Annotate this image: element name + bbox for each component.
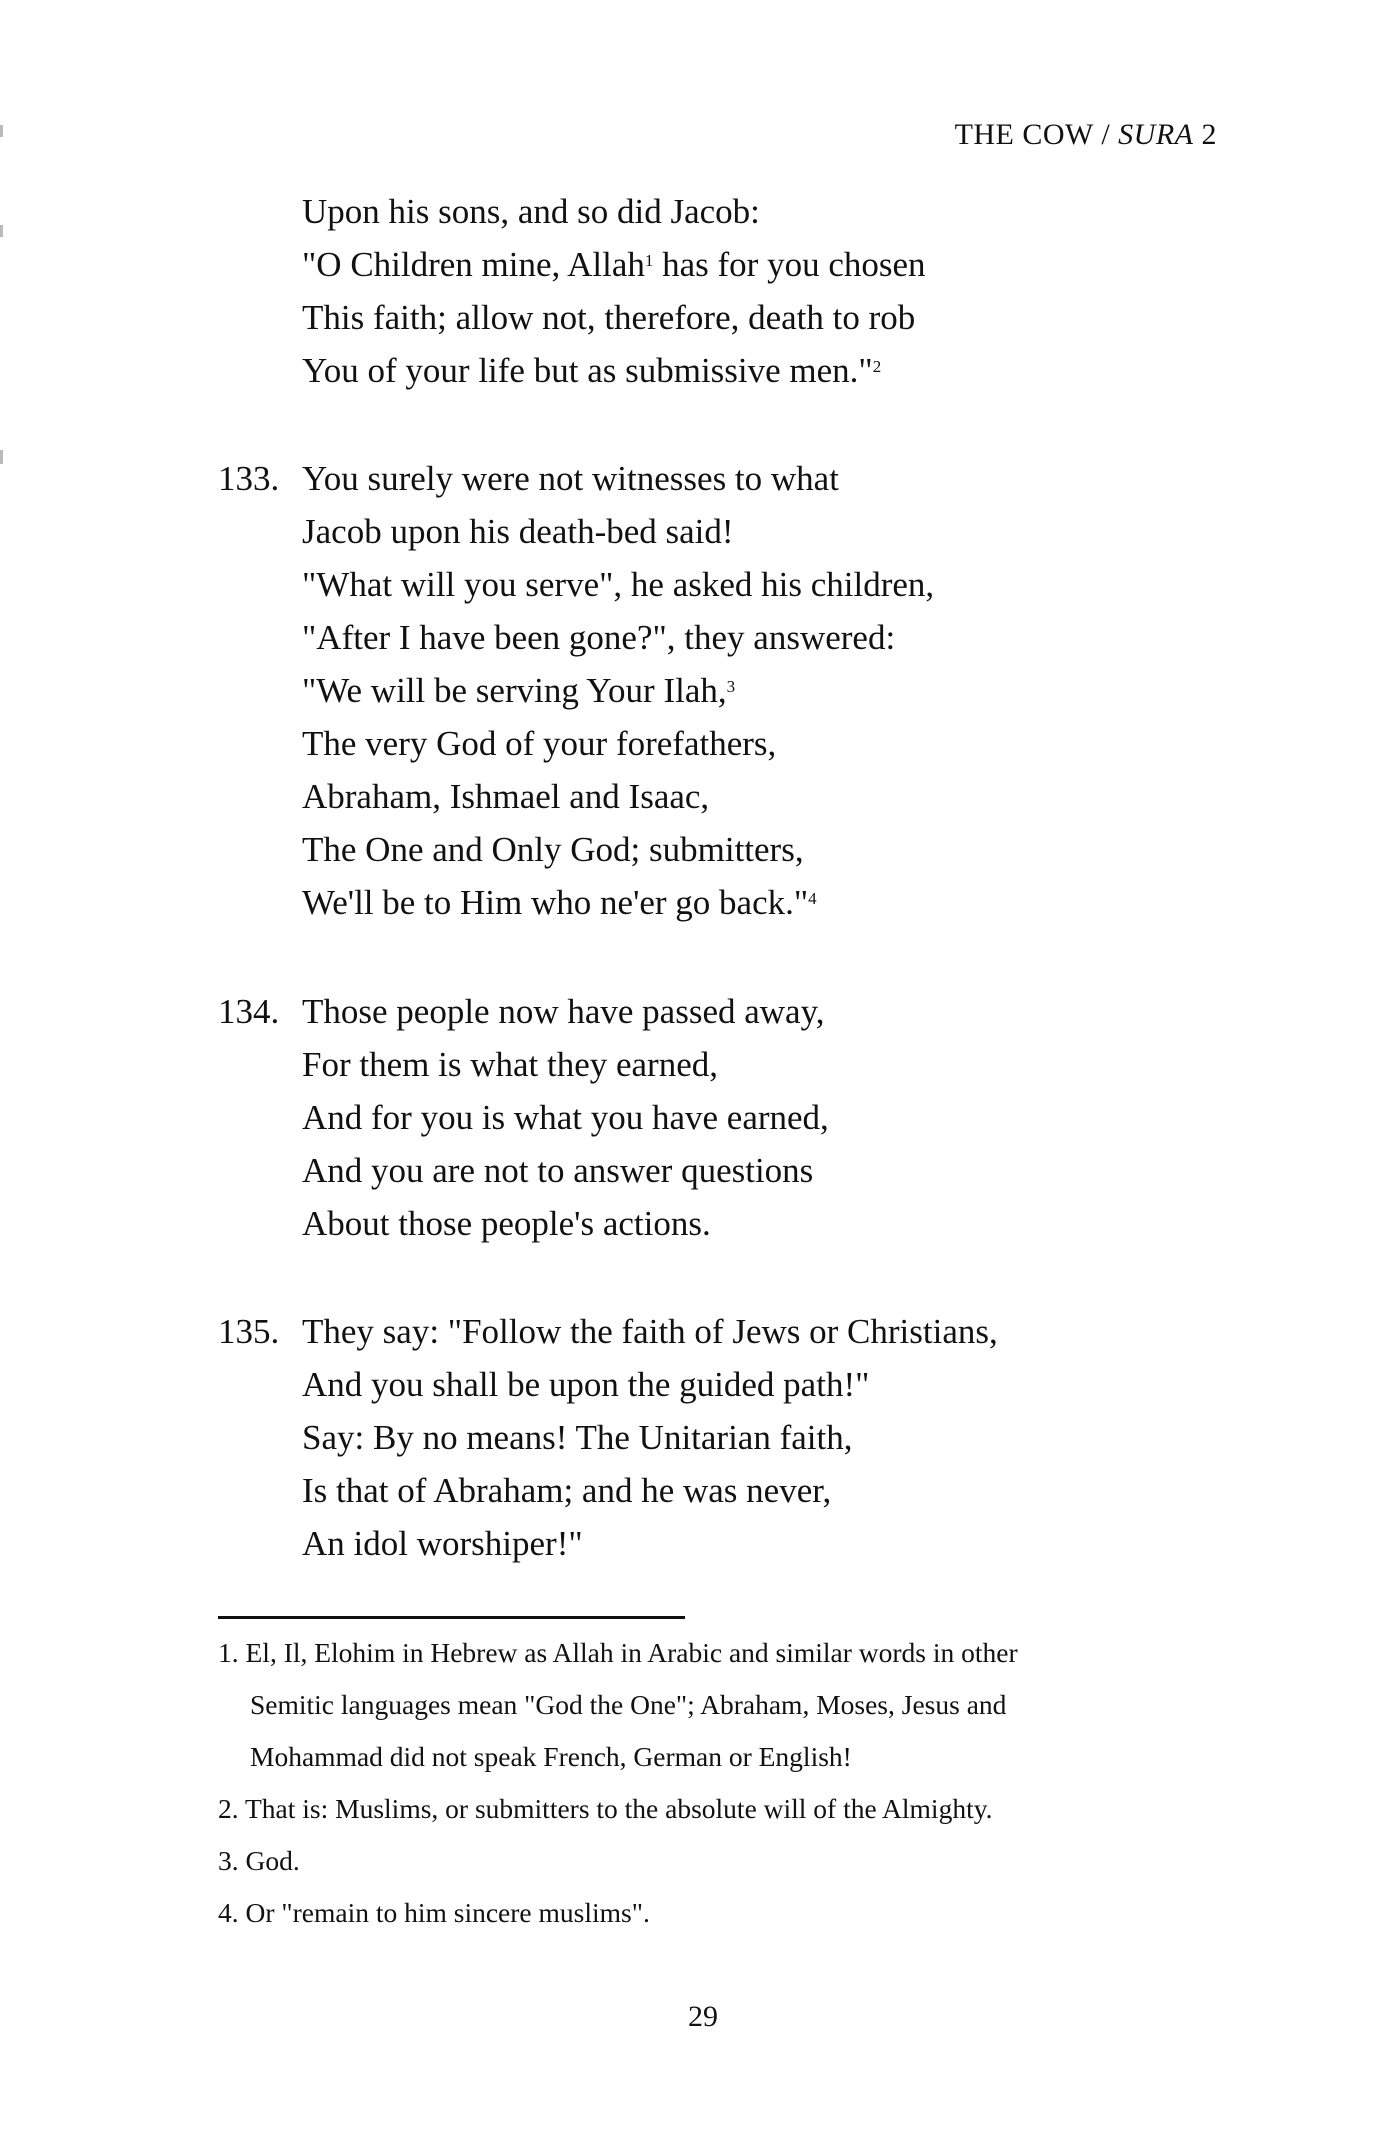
verse-line: "What will you serve", he asked his children, — [302, 565, 935, 604]
verse-line: Jacob upon his death-bed said! — [302, 512, 734, 551]
scan-edge-mark — [0, 125, 3, 137]
verse-line: Upon his sons, and so did Jacob: — [302, 192, 760, 231]
header-sura-label: SURA — [1118, 118, 1194, 151]
footnote-1: 1. El, Il, Elohim in Hebrew as Allah in Arabic and similar words in other — [218, 1637, 1018, 1668]
footnote-ref[interactable]: 2 — [872, 357, 882, 376]
verse-line: "After I have been gone?", they answered: — [302, 618, 896, 657]
footnote-4: 4. Or "remain to him sincere muslims". — [218, 1897, 650, 1928]
verse-number: 135. — [218, 1312, 280, 1351]
header-title: THE COW / — [954, 118, 1119, 151]
verse-line: "O Children mine, Allah$^1$ has for you chosen — [302, 245, 926, 284]
verse-line: This faith; allow not, therefore, death to rob — [302, 298, 916, 337]
verse-number: 133. — [218, 459, 280, 498]
verse-line: Say: By no means! The Unitarian faith, — [302, 1418, 853, 1457]
verse-line: For them is what they earned, — [302, 1045, 719, 1084]
footnote-separator — [218, 1616, 685, 1619]
verse-line: Abraham, Ishmael and Isaac, — [302, 777, 710, 816]
verse-number: 134. — [218, 992, 280, 1031]
verse-line: You of your life but as submissive men."$^2$ — [302, 351, 882, 390]
verse-line: The very God of your forefathers, — [302, 724, 777, 763]
verse-line: About those people's actions. — [302, 1204, 711, 1243]
verse-line: "We will be serving Your Ilah,$^3$ — [302, 671, 736, 710]
footnote-2: 2. That is: Muslims, or submitters to the absolute will of the Almighty. — [218, 1793, 993, 1824]
verse-line: And you are not to answer questions — [302, 1151, 814, 1190]
verse-line: They say: "Follow the faith of Jews or Christians, — [302, 1312, 998, 1351]
footnote-ref[interactable]: 1 — [644, 251, 654, 270]
page-number: 29 — [688, 2000, 718, 2033]
verse-line: The One and Only God; submitters, — [302, 830, 804, 869]
scan-edge-mark — [0, 225, 3, 237]
verse-line: An idol worshiper!" — [302, 1524, 583, 1563]
verse-line: We'll be to Him who ne'er go back."$^4$ — [302, 883, 817, 922]
header-sura-number: 2 — [1193, 118, 1217, 151]
running-header — [955, 118, 1217, 152]
footnote-3: 3. God. — [218, 1845, 300, 1876]
verse-line: And for you is what you have earned, — [302, 1098, 829, 1137]
verse-line: And you shall be upon the guided path!" — [302, 1365, 870, 1404]
verse-line: You surely were not witnesses to what — [302, 459, 839, 498]
footnote-ref[interactable]: 3 — [726, 677, 736, 696]
footnote-1-cont: Semitic languages mean "God the One"; Abraham, Moses, Jesus and — [250, 1689, 1007, 1720]
footnote-1-cont: Mohammad did not speak French, German or English! — [250, 1741, 852, 1772]
scan-edge-mark — [0, 450, 3, 464]
footnote-ref[interactable]: 4 — [808, 889, 817, 908]
verse-line: Is that of Abraham; and he was never, — [302, 1471, 832, 1510]
verse-line: Those people now have passed away, — [302, 992, 825, 1031]
